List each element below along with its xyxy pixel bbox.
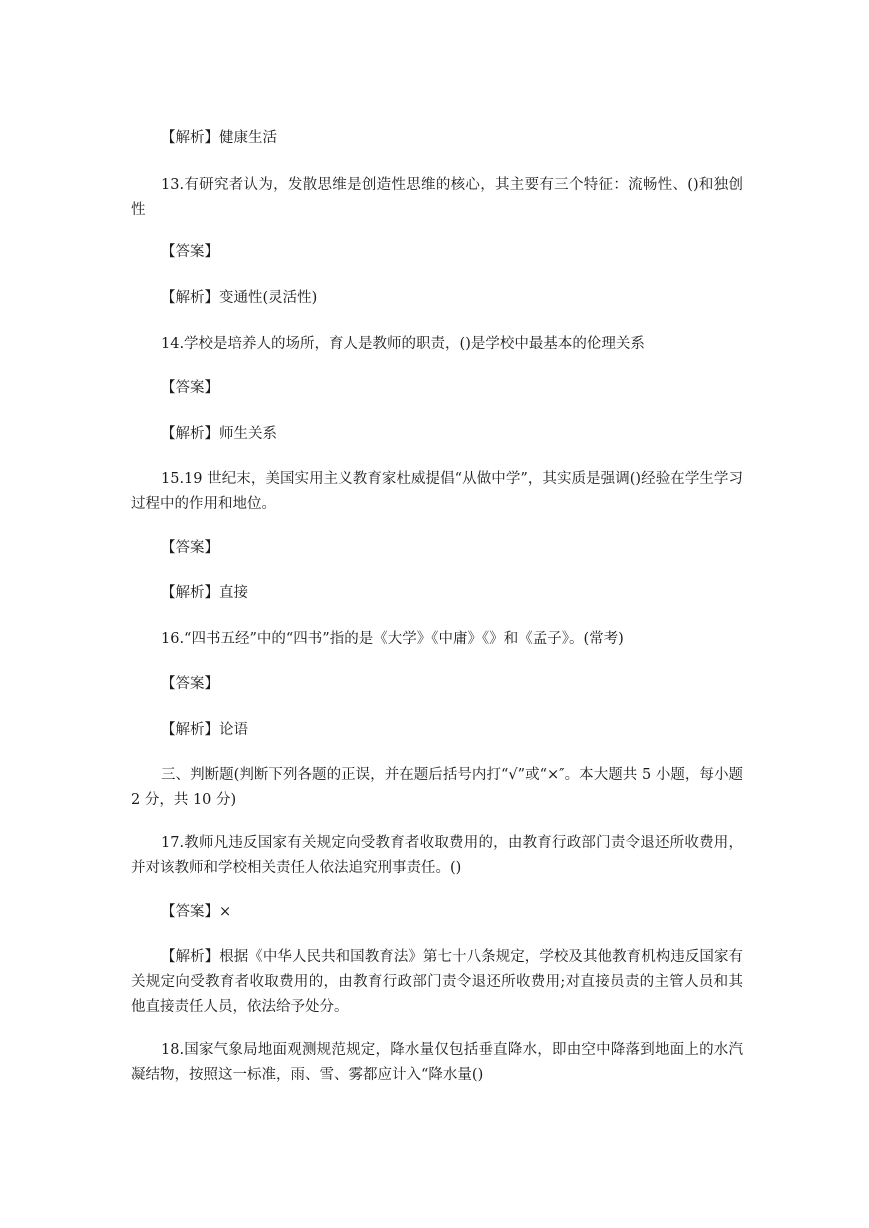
analysis-line: 【解析】变通性(灵活性) (161, 290, 318, 306)
analysis-line: 【解析】师生关系 (161, 426, 277, 442)
answer-line: 【答案】 (161, 244, 219, 260)
section-heading-true-false: 三、判断题(判断下列各题的正误，并在题后括号内打“√”或“×″。本大题共 5 小题，每小题 2 分，共 10 分) (131, 767, 743, 808)
answer-line: 【答案】 (161, 380, 219, 396)
analysis-line: 【解析】直接 (161, 585, 248, 601)
analysis-paragraph: 【解析】根据《中华人民共和国教育法》第七十八条规定，学校及其他教育机构违反国家有关规定向受教育者收取费用的，由教育行政部门责令退还所收费用;对直接员责的主管人员和其他直接责任人员，依法给予处分。 (131, 949, 743, 1015)
question-15: 15.19 世纪末，美国实用主义教育家杜威提倡“从做中学”，其实质是强调()经验在学生学习过程中的作用和地位。 (131, 471, 743, 512)
question-17: 17.教师凡违反国家有关规定向受教育者收取费用的，由教育行政部门责令退还所收费用，并对该教师和学校相关责任人依法追究刑事责任。() (131, 835, 743, 876)
question-14: 14.学校是培养人的场所，育人是教师的职责，()是学校中最基本的伦理关系 (161, 336, 645, 352)
answer-line: 【答案】× (161, 904, 232, 920)
question-16: 16.“四书五经”中的“四书”指的是《大学》《中庸》《》和《孟子》。(常考) (161, 631, 624, 647)
analysis-line: 【解析】健康生活 (161, 130, 277, 146)
question-18: 18.国家气象局地面观测规范规定，降水量仅包括垂直降水，即由空中降落到地面上的水汽凝结物，按照这一标准，雨、雪、雾都应计入“降水量() (131, 1042, 743, 1083)
question-13: 13.有研究者认为，发散思维是创造性思维的核心，其主要有三个特征：流畅性、()和独创性 (131, 177, 743, 218)
answer-line: 【答案】 (161, 676, 219, 692)
analysis-line: 【解析】论语 (161, 722, 248, 738)
answer-line: 【答案】 (161, 540, 219, 556)
